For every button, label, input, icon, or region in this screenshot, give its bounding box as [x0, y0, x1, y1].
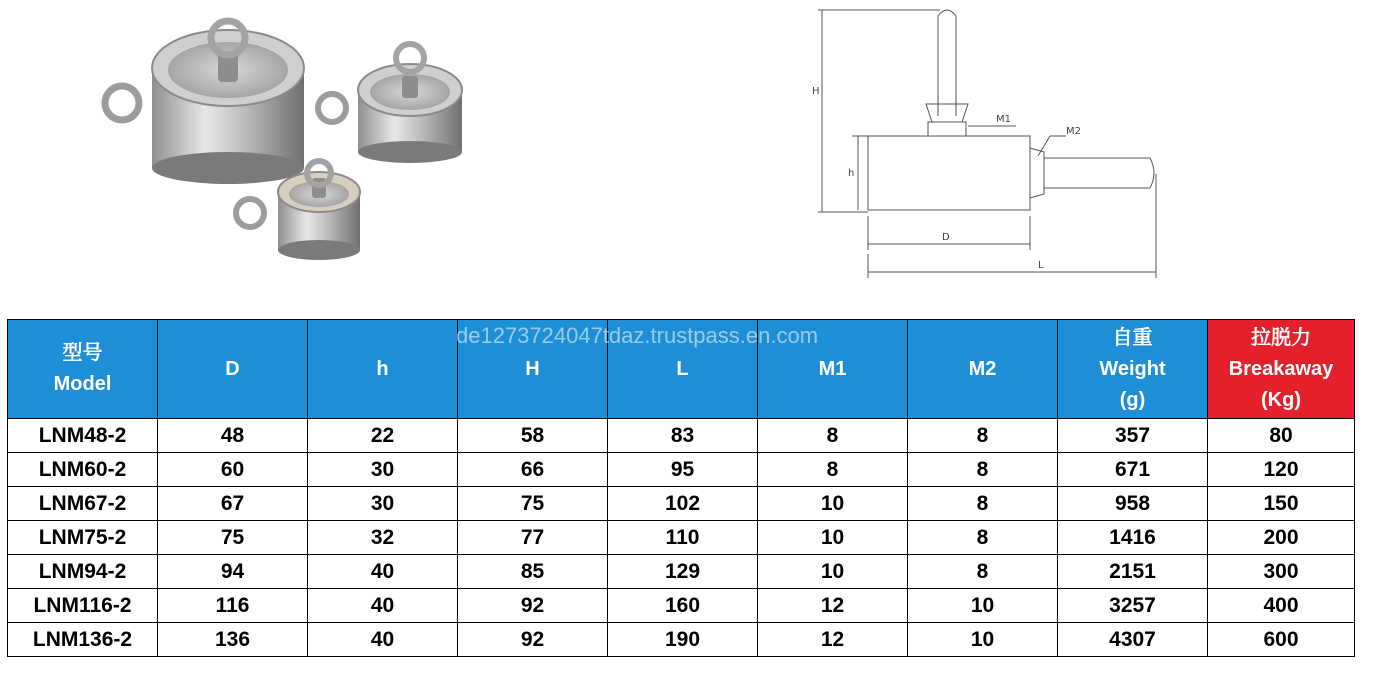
dim-H-label: H	[812, 86, 820, 97]
cell-H: 75	[458, 487, 608, 521]
header-D: D	[158, 320, 308, 419]
cell-h: 22	[308, 419, 458, 453]
cell-model: LNM48-2	[8, 419, 158, 453]
spec-table	[7, 319, 1355, 657]
table-row	[8, 487, 1355, 521]
cell-M1: 10	[758, 521, 908, 555]
cell-breakaway: 80	[1208, 419, 1355, 453]
large-magnet	[105, 21, 304, 184]
cell-L: 160	[608, 589, 758, 623]
cell-M1: 12	[758, 589, 908, 623]
cell-weight: 958	[1058, 487, 1208, 521]
cell-D: 60	[158, 453, 308, 487]
cell-M2: 10	[908, 623, 1058, 657]
dim-M1-label: M1	[996, 114, 1011, 125]
cell-breakaway: 300	[1208, 555, 1355, 589]
cell-L: 95	[608, 453, 758, 487]
header-weight: 自重 Weight (g)	[1058, 320, 1208, 419]
header-L: L	[608, 320, 758, 419]
cell-H: 85	[458, 555, 608, 589]
cell-D: 116	[158, 589, 308, 623]
cell-model: LNM60-2	[8, 453, 158, 487]
cell-D: 136	[158, 623, 308, 657]
cell-M2: 10	[908, 589, 1058, 623]
cell-M2: 8	[908, 555, 1058, 589]
dimension-drawing	[800, 4, 1180, 286]
table-row	[8, 453, 1355, 487]
watermark: de1273724047tdaz.trustpass.en.com	[456, 323, 819, 348]
cell-breakaway: 150	[1208, 487, 1355, 521]
table-row	[8, 623, 1355, 657]
cell-M2: 8	[908, 453, 1058, 487]
cell-M1: 12	[758, 623, 908, 657]
cell-H: 58	[458, 419, 608, 453]
medium-magnet	[318, 44, 462, 163]
cell-h: 30	[308, 487, 458, 521]
cell-M2: 8	[908, 419, 1058, 453]
cell-breakaway: 200	[1208, 521, 1355, 555]
cell-weight: 4307	[1058, 623, 1208, 657]
cell-weight: 671	[1058, 453, 1208, 487]
cell-h: 32	[308, 521, 458, 555]
cell-breakaway: 120	[1208, 453, 1355, 487]
cell-M1: 8	[758, 419, 908, 453]
cell-weight: 357	[1058, 419, 1208, 453]
table-row	[8, 419, 1355, 453]
dim-h-label: h	[848, 168, 855, 179]
table-row	[8, 555, 1355, 589]
table-row	[8, 589, 1355, 623]
cell-D: 94	[158, 555, 308, 589]
cell-weight: 1416	[1058, 521, 1208, 555]
dim-D-label: D	[942, 232, 950, 243]
cell-model: LNM75-2	[8, 521, 158, 555]
cell-model: LNM94-2	[8, 555, 158, 589]
cell-L: 83	[608, 419, 758, 453]
cell-model: LNM67-2	[8, 487, 158, 521]
cell-L: 110	[608, 521, 758, 555]
cell-breakaway: 600	[1208, 623, 1355, 657]
cell-weight: 3257	[1058, 589, 1208, 623]
dim-L-label: L	[1038, 260, 1044, 271]
cell-h: 40	[308, 623, 458, 657]
cell-D: 48	[158, 419, 308, 453]
cell-L: 102	[608, 487, 758, 521]
cell-model: LNM116-2	[8, 589, 158, 623]
table-row	[8, 521, 1355, 555]
header-model: 型号 Model	[8, 320, 158, 419]
cell-M1: 10	[758, 555, 908, 589]
cell-L: 129	[608, 555, 758, 589]
header-M2: M2	[908, 320, 1058, 419]
cell-h: 40	[308, 555, 458, 589]
product-photo	[90, 8, 470, 273]
cell-L: 190	[608, 623, 758, 657]
cell-H: 92	[458, 623, 608, 657]
cell-D: 67	[158, 487, 308, 521]
dim-M2-label: M2	[1066, 126, 1081, 137]
cell-M2: 8	[908, 487, 1058, 521]
cell-H: 66	[458, 453, 608, 487]
cell-H: 92	[458, 589, 608, 623]
cell-D: 75	[158, 521, 308, 555]
cell-model: LNM136-2	[8, 623, 158, 657]
cell-weight: 2151	[1058, 555, 1208, 589]
header-breakaway: 拉脱力 Breakaway (Kg)	[1208, 320, 1355, 419]
cell-M1: 10	[758, 487, 908, 521]
header-H: H	[458, 320, 608, 419]
cell-M2: 8	[908, 521, 1058, 555]
cell-h: 30	[308, 453, 458, 487]
cell-breakaway: 400	[1208, 589, 1355, 623]
header-h: h	[308, 320, 458, 419]
cell-H: 77	[458, 521, 608, 555]
cell-h: 40	[308, 589, 458, 623]
header-M1: M1	[758, 320, 908, 419]
cell-M1: 8	[758, 453, 908, 487]
